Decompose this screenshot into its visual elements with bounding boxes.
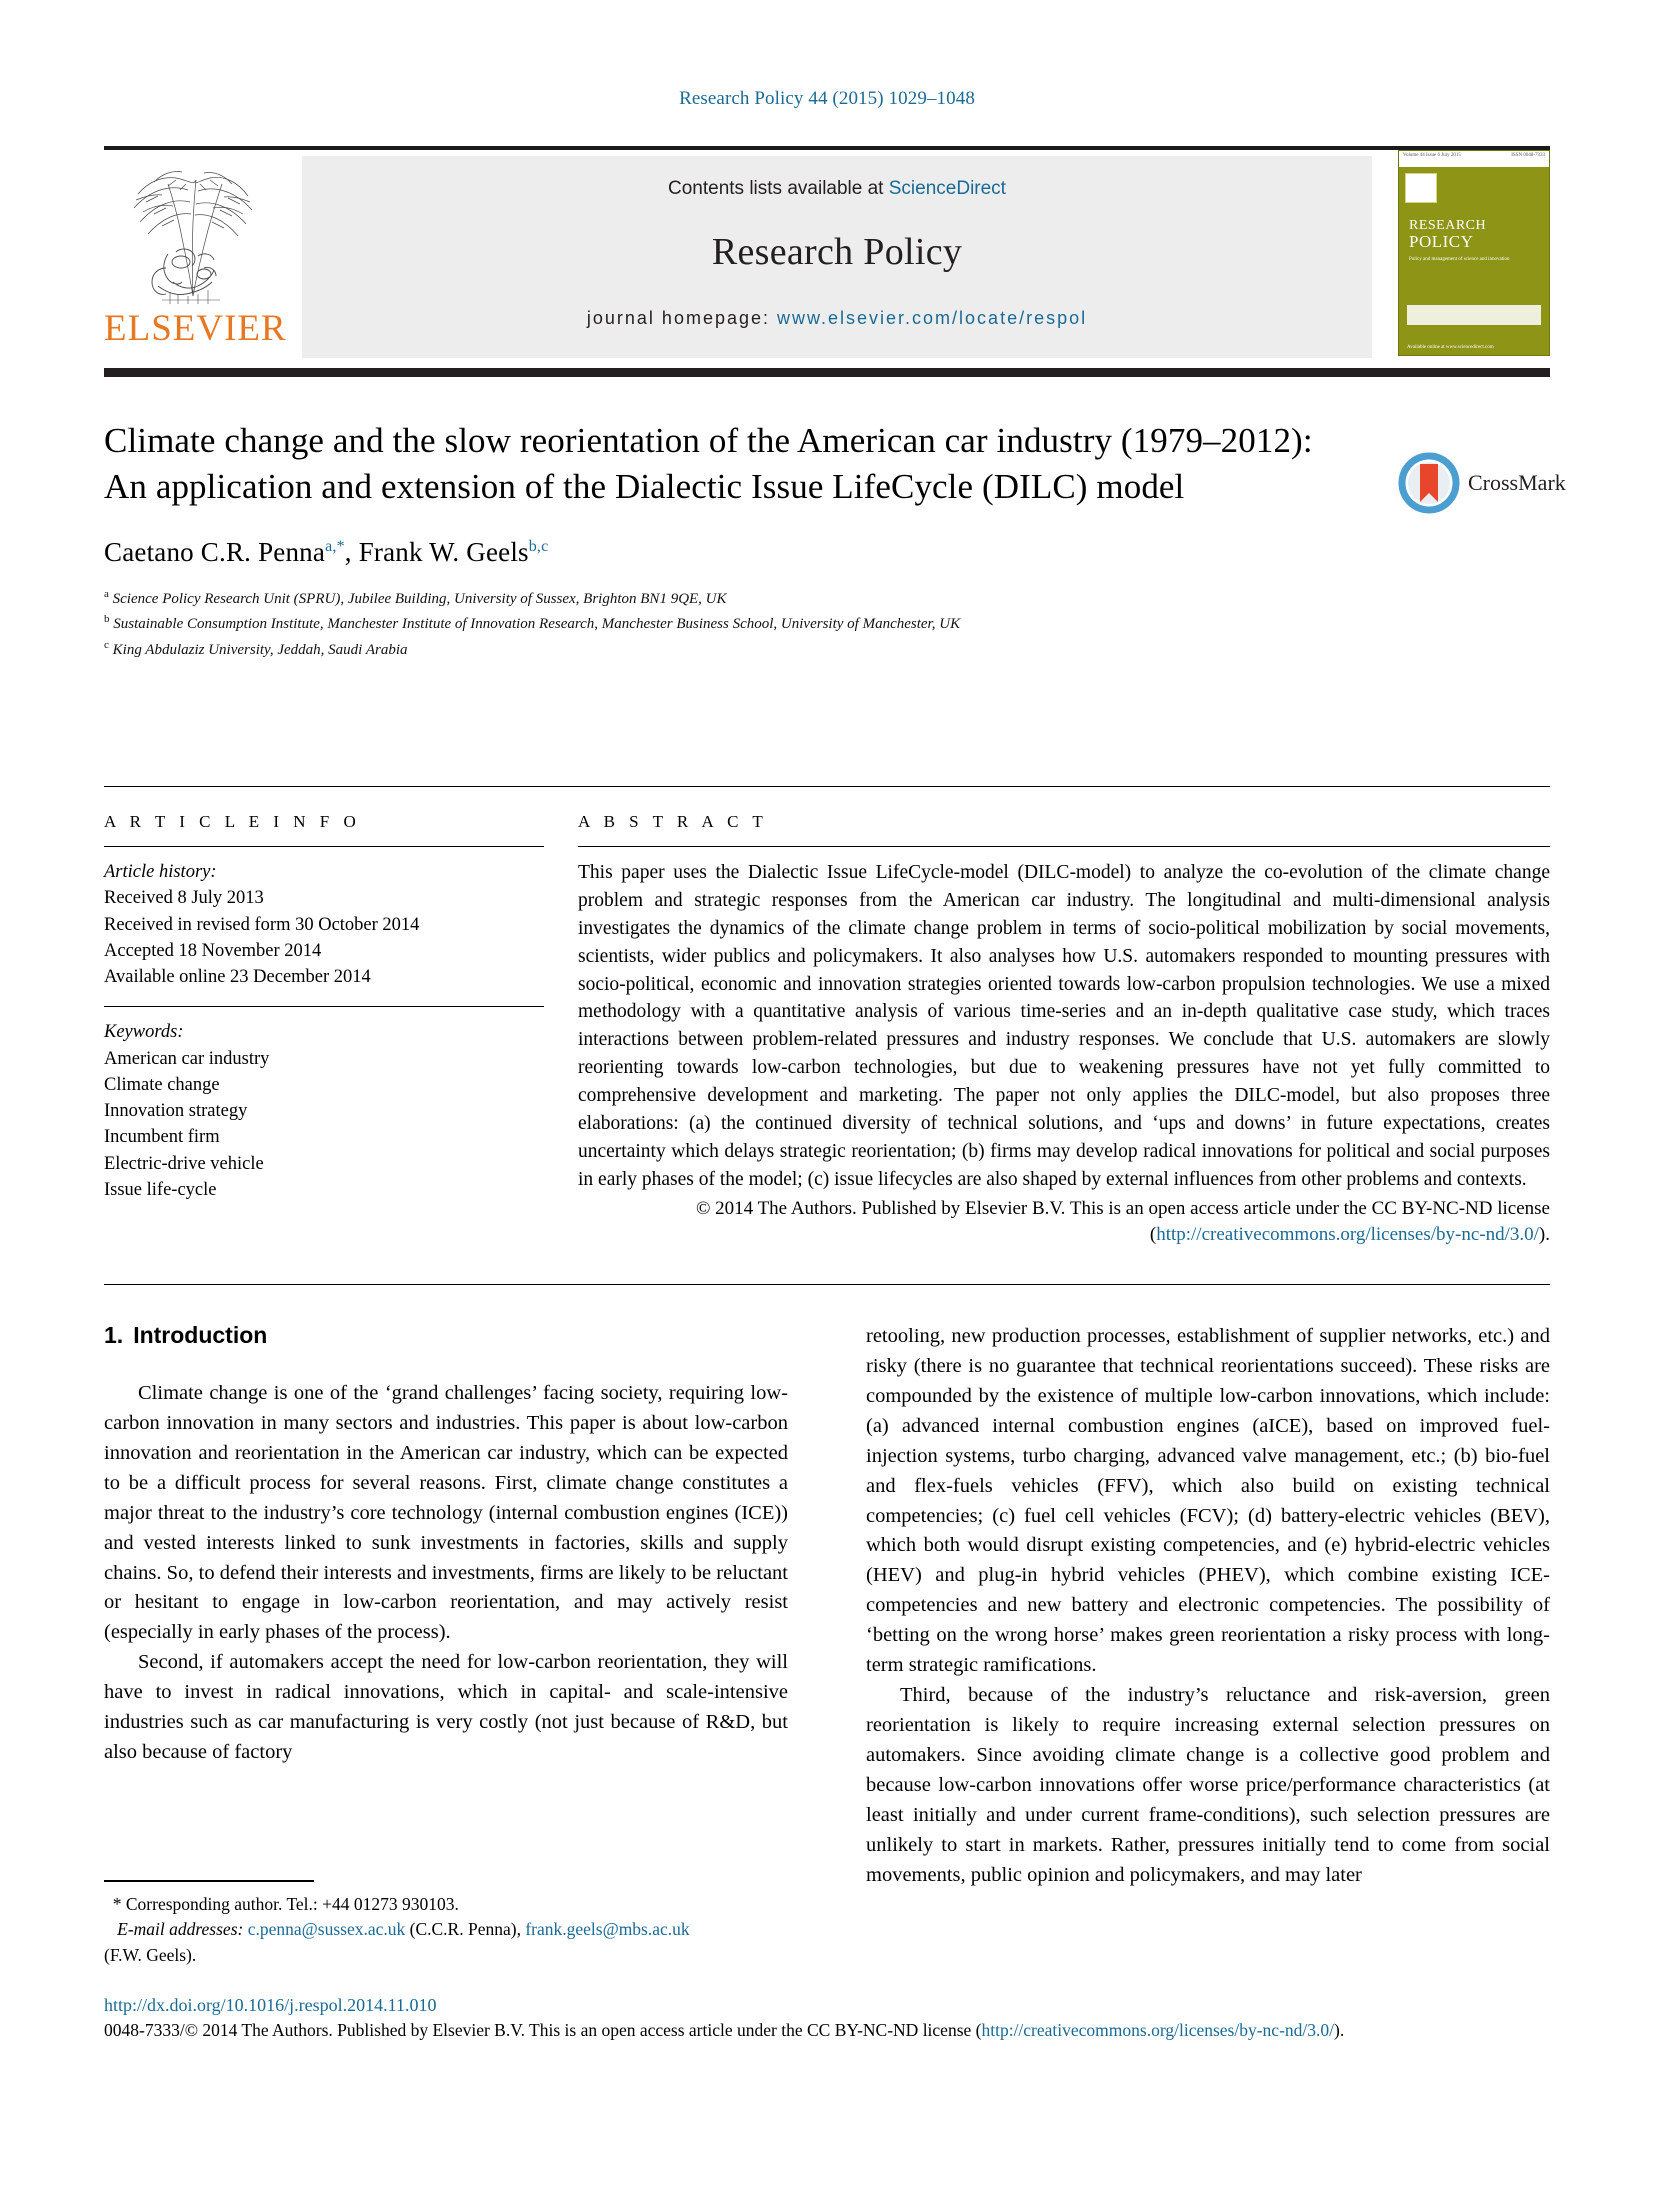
- footnote-star: *: [112, 1894, 122, 1914]
- corresponding-author-footnote: [104, 1880, 788, 1968]
- body-column-right: [866, 1322, 1550, 1891]
- section-title: Introduction: [133, 1322, 268, 1348]
- homepage-prefix: journal homepage:: [586, 308, 777, 328]
- history-item: Accepted 18 November 2014: [104, 940, 322, 961]
- masthead-bottom-rule: [104, 368, 1550, 377]
- crossmark-badge[interactable]: [1398, 450, 1578, 516]
- running-head: Research Policy 44 (2015) 1029–1048: [679, 88, 975, 109]
- abstract-rule: [578, 846, 1550, 847]
- footnote-line-corresponding: [104, 1892, 788, 1917]
- abstract-heading: A B S T R A C T: [578, 812, 768, 831]
- sciencedirect-link[interactable]: ScienceDirect: [888, 178, 1006, 199]
- masthead-top-rule: [104, 146, 1550, 150]
- history-item: Received 8 July 2013: [104, 888, 264, 909]
- copyright-text: © 2014 The Authors. Published by Elsevier B.V. This is an open access article under the CC BY-NC-ND license (: [695, 1197, 1550, 1246]
- article-info-section: [104, 812, 544, 1203]
- affiliation-item: [104, 586, 1344, 611]
- abstract-copyright: [578, 1196, 1550, 1250]
- article-history-label: Article history:: [104, 862, 217, 882]
- affiliation-text: Science Policy Research Unit (SPRU), Jubilee Building, University of Sussex, Brighton BN1 9QE, UK: [112, 591, 727, 607]
- abstract-text: This paper uses the Dialectic Issue LifeCycle-model (DILC-model) to analyze the co-evolution of the climate change problem and strategic responses from the American car industry. The longitudinal and multi-dimensional analysis investigates the dynamics of the climate change problem in terms of socio-political mobilization by social movements, scientists, wider publics and policymakers. It also analyses how U.S. automakers responded to mounting pressures with socio-political, economic and innovation strategies oriented towards low-carbon propulsion technologies. We use a mixed methodology with a quantitative analysis of various time-series and an in-depth qualitative case study, which traces interactions between problem-related pressures and industry responses. We conclude that U.S. automakers are slowly reorienting towards low-carbon technologies, but due to weakening pressures have not yet fully committed to comprehensive development and marketing. The paper not only applies the DILC-model, but also proposes three elaborations: (a) the continued diversity of technical solutions, and ‘ups and downs’ in future expectations, creates uncertainty which delays strategic reorientation; (b) firms may develop radical innovations for political and social purposes in early phases of the model; (c) issue lifecycles are also shaped by external influences from other problems and contexts.: [578, 862, 1550, 1190]
- keywords-group: [104, 1019, 544, 1203]
- abstract-section: [578, 812, 1550, 1249]
- doi-link[interactable]: http://dx.doi.org/10.1016/j.respol.2014.11.010: [104, 1995, 437, 2015]
- keyword-item: Issue life-cycle: [104, 1179, 217, 1200]
- article-info-rule: [104, 846, 544, 847]
- body-paragraph: Third, because of the industry’s reluctance and risk-aversion, green reorientation is likely to require increasing external selection pressures on automakers. Since avoiding climate change is a collective good problem and because low-carbon innovations offer worse price/performance characteristics (at least initially and under current frame-conditions), such selection pressures are unlikely to start in markets. Rather, pressures initially tend to come from social movements, public opinion and policymakers, and may later: [866, 1684, 1550, 1886]
- footnote-text: [104, 1892, 788, 1968]
- affiliation-text: Sustainable Consumption Institute, Manchester Institute of Innovation Research, Manchester Business School, University of Manchester, UK: [113, 616, 961, 633]
- copyright-suffix: ).: [1538, 1224, 1550, 1246]
- history-item: Received in revised form 30 October 2014: [104, 914, 420, 935]
- license-link[interactable]: http://creativecommons.org/licenses/by-nc-nd/3.0/: [1156, 1224, 1539, 1246]
- footnote-line-emails: [104, 1917, 788, 1942]
- cover-decor-strip: [1407, 305, 1541, 325]
- cover-title-line2: POLICY: [1409, 232, 1474, 251]
- section-number: 1.: [104, 1322, 124, 1348]
- footnote-line-owner2: [104, 1943, 788, 1968]
- affiliation-text: King Abdulaziz University, Jeddah, Saudi Arabia: [112, 641, 408, 658]
- contents-available-line: [302, 156, 1372, 200]
- crossmark-label: CrossMark: [1468, 470, 1566, 495]
- elsevier-tree-logo-icon: [118, 156, 268, 306]
- info-top-rule: [104, 786, 1550, 787]
- affiliation-mark: c: [104, 638, 109, 651]
- keyword-item: American car industry: [104, 1048, 270, 1069]
- footnote-rule: [104, 1880, 314, 1882]
- elsevier-logo: [104, 156, 287, 362]
- affiliation-mark: b: [104, 613, 110, 626]
- cover-header-left: Volume 44 Issue 6 July 2015: [1403, 153, 1461, 158]
- article-info-separator: [104, 1006, 544, 1007]
- email-link-2[interactable]: frank.geels@mbs.ac.uk: [525, 1919, 690, 1940]
- journal-title: Research Policy: [711, 231, 963, 273]
- affiliation-item: [104, 637, 1344, 662]
- cover-subtitle: Policy and management of science and innovation: [1409, 257, 1510, 262]
- author-name-1: Caetano C.R. Penna: [104, 537, 326, 567]
- article-body: [104, 1322, 1550, 1962]
- elsevier-wordmark: ELSEVIER: [104, 308, 287, 349]
- body-paragraph: retooling, new production processes, establishment of supplier networks, etc.) and risky (there is no guarantee that technical reorientations succeed). These risks are compounded by the existence of multiple low-carbon innovations, which include: (a) advanced internal combustion engines (aICE), based on improved fuel-injection systems, turbo charging, advanced valve management, etc.; (b) bio-fuel and flex-fuels vehicles (FFV), which also build on existing technical competencies; (c) fuel cell vehicles (FCV); (d) battery-electric vehicles (BEV), which both would disrupt existing competencies, and (e) hybrid-electric vehicles (HEV) and plug-in hybrid vehicles (PHEV), which combine existing ICE-competencies and new battery and electronic competencies. The possibility of ‘betting on the wrong horse’ makes green reorientation a risky process with long-term strategic ramifications.: [866, 1325, 1550, 1677]
- keyword-item: Climate change: [104, 1074, 220, 1095]
- section-heading-introduction: [104, 1322, 788, 1349]
- issn-text: 0048-7333/© 2014 The Authors. Published by Elsevier B.V. This is an open access article under the CC BY-NC-ND license (: [104, 2020, 982, 2040]
- keyword-item: Electric-drive vehicle: [104, 1153, 264, 1174]
- journal-homepage-line: [302, 274, 1372, 329]
- journal-cover-thumbnail: [1398, 150, 1550, 356]
- author-name-2: Frank W. Geels: [358, 537, 529, 567]
- email-owner-1: (C.C.R. Penna),: [409, 1919, 521, 1940]
- body-paragraph: Climate change is one of the ‘grand challenges’ facing society, requiring low-carbon innovation in many sectors and industries. This paper is about low-carbon innovation and reorientation in the American car industry, which can be expected to be a difficult process for several reasons. First, climate change constitutes a major threat to the industry’s core technology (internal combustion engines (ICE)) and vested interests linked to sunk investments in factories, skills and supply chains. So, to defend their interests and investments, firms are likely to be reluctant or hesitant to engage in low-carbon reorientation, and may actively resist (especially in early phases of the process).: [104, 1382, 788, 1644]
- history-item: Available online 23 December 2014: [104, 967, 371, 988]
- email-addresses-label: E-mail addresses:: [117, 1919, 244, 1940]
- corresponding-author-text: Corresponding author. Tel.: +44 01273 930103.: [125, 1894, 459, 1914]
- article-history-group: [104, 859, 544, 990]
- cover-title: [1409, 219, 1549, 250]
- body-paragraph: Second, if automakers accept the need for low-carbon reorientation, they will have to invest in radical innovations, which in capital- and scale-intensive industries such as car manufacturing is very costly (not just because of R&D, but also because of factory: [104, 1651, 788, 1764]
- cover-title-line1: RESEARCH: [1409, 218, 1487, 233]
- keyword-item: Innovation strategy: [104, 1101, 248, 1122]
- cover-header-bar: [1399, 151, 1549, 167]
- journal-masthead: [104, 146, 1550, 368]
- masthead-panel: [302, 156, 1372, 358]
- body-column-left: [104, 1322, 788, 1768]
- affiliation-item: [104, 611, 1344, 636]
- article-info-heading: A R T I C L E I N F O: [104, 812, 361, 831]
- page-title: Climate change and the slow reorientation of the American car industry (1979–2012): An application and extension of the Dialectic Issue LifeCycle (DILC) model: [104, 421, 1313, 506]
- author-list: Caetano C.R. Penna$^{a,*}$, Frank W. Geels$^{b,c}$: [104, 537, 549, 567]
- affiliation-mark: a: [104, 588, 109, 600]
- contents-prefix: Contents lists available at: [668, 178, 889, 199]
- journal-homepage-link[interactable]: www.elsevier.com/locate/respol: [777, 308, 1088, 328]
- author-1-marks[interactable]: a,*: [325, 538, 345, 555]
- abstract-bottom-rule: [104, 1284, 1550, 1285]
- title-block: [104, 418, 1344, 662]
- keyword-item: Incumbent firm: [104, 1127, 220, 1148]
- keywords-label: Keywords:: [104, 1022, 184, 1043]
- cover-badge-icon: [1405, 173, 1437, 203]
- cover-header-right: ISSN 0048-7333: [1511, 153, 1545, 158]
- footer-license-link[interactable]: http://creativecommons.org/licenses/by-nc-nd/3.0/: [981, 2020, 1334, 2040]
- issn-suffix: ).: [1334, 2020, 1345, 2040]
- crossmark-logo-icon: [1398, 452, 1460, 514]
- email-owner-2: (F.W. Geels).: [104, 1944, 197, 1965]
- email-link-1[interactable]: c.penna@sussex.ac.uk: [247, 1919, 406, 1940]
- cover-footer: Available online at www.sciencedirect.com: [1407, 345, 1494, 350]
- author-2-marks[interactable]: b,c: [528, 538, 549, 555]
- affiliation-list: [104, 586, 1344, 662]
- issn-copyright-line: [104, 2020, 1550, 2041]
- page-footer: [104, 1995, 1550, 2041]
